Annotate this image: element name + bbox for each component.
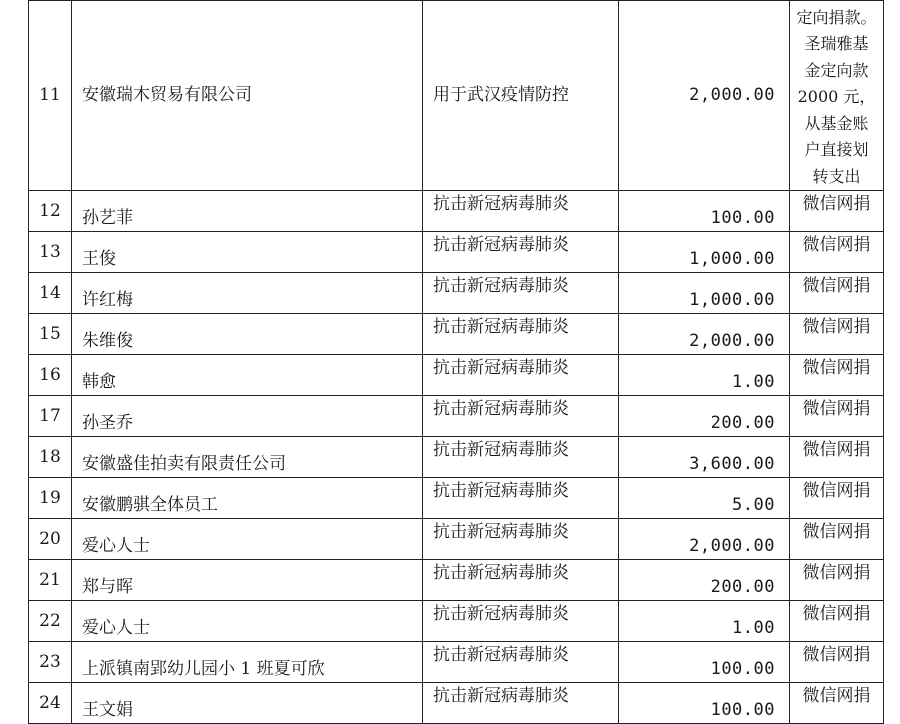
table-row bbox=[29, 191, 884, 232]
donation-note: 微信网捐 bbox=[790, 191, 884, 232]
donation-purpose: 抗击新冠病毒肺炎 bbox=[423, 191, 619, 232]
donor-name: 郑与晖 bbox=[72, 560, 423, 601]
note-line: 从基金账 bbox=[804, 113, 869, 133]
table-row bbox=[29, 478, 884, 519]
donation-note: 微信网捐 bbox=[790, 683, 884, 724]
donation-purpose: 抗击新冠病毒肺炎 bbox=[423, 396, 619, 437]
table-row bbox=[29, 232, 884, 273]
note-line: 户直接划 bbox=[804, 140, 869, 160]
donation-amount: 2,000.00 bbox=[619, 519, 790, 560]
table-row bbox=[29, 683, 884, 724]
donation-purpose: 抗击新冠病毒肺炎 bbox=[423, 314, 619, 355]
donation-purpose: 抗击新冠病毒肺炎 bbox=[423, 232, 619, 273]
donation-note: 微信网捐 bbox=[790, 560, 884, 601]
donation-purpose: 抗击新冠病毒肺炎 bbox=[423, 601, 619, 642]
row-number: 16 bbox=[29, 355, 72, 396]
row-number: 13 bbox=[29, 232, 72, 273]
donation-note: 微信网捐 bbox=[790, 601, 884, 642]
donation-amount: 5.00 bbox=[619, 478, 790, 519]
donation-amount: 1.00 bbox=[619, 601, 790, 642]
donation-note: 微信网捐 bbox=[790, 437, 884, 478]
row-number: 12 bbox=[29, 191, 72, 232]
donation-purpose: 抗击新冠病毒肺炎 bbox=[423, 560, 619, 601]
donor-name: 安徽瑞木贸易有限公司 bbox=[72, 1, 423, 191]
donation-purpose: 用于武汉疫情防控 bbox=[423, 1, 619, 191]
row-number: 24 bbox=[29, 683, 72, 724]
donation-purpose: 抗击新冠病毒肺炎 bbox=[423, 437, 619, 478]
note-line: 转支出 bbox=[812, 166, 861, 186]
donor-name: 王俊 bbox=[72, 232, 423, 273]
table-row bbox=[29, 1, 884, 191]
note-line: 定向捐款。 bbox=[796, 7, 877, 27]
row-number: 18 bbox=[29, 437, 72, 478]
row-number: 19 bbox=[29, 478, 72, 519]
donation-amount: 1.00 bbox=[619, 355, 790, 396]
donation-note: 微信网捐 bbox=[790, 314, 884, 355]
donation-amount: 1,000.00 bbox=[619, 232, 790, 273]
donation-note: 微信网捐 bbox=[790, 396, 884, 437]
table-row bbox=[29, 519, 884, 560]
donor-name: 孙圣乔 bbox=[72, 396, 423, 437]
donation-amount: 200.00 bbox=[619, 396, 790, 437]
note-line: 圣瑞雅基 bbox=[804, 34, 869, 54]
table-row bbox=[29, 601, 884, 642]
donation-purpose: 抗击新冠病毒肺炎 bbox=[423, 642, 619, 683]
donation-purpose: 抗击新冠病毒肺炎 bbox=[423, 355, 619, 396]
donor-name: 王文娟 bbox=[72, 683, 423, 724]
row-number: 15 bbox=[29, 314, 72, 355]
row-number: 23 bbox=[29, 642, 72, 683]
donation-purpose: 抗击新冠病毒肺炎 bbox=[423, 273, 619, 314]
donation-purpose: 抗击新冠病毒肺炎 bbox=[423, 478, 619, 519]
donor-name: 安徽盛佳拍卖有限责任公司 bbox=[72, 437, 423, 478]
row-number: 17 bbox=[29, 396, 72, 437]
donation-amount: 2,000.00 bbox=[619, 314, 790, 355]
row-number: 20 bbox=[29, 519, 72, 560]
donation-amount: 100.00 bbox=[619, 683, 790, 724]
donation-amount: 3,600.00 bbox=[619, 437, 790, 478]
donation-note: 微信网捐 bbox=[790, 355, 884, 396]
donor-name: 许红梅 bbox=[72, 273, 423, 314]
table-row bbox=[29, 437, 884, 478]
donation-amount: 1,000.00 bbox=[619, 273, 790, 314]
donation-note: 微信网捐 bbox=[790, 642, 884, 683]
row-number: 21 bbox=[29, 560, 72, 601]
note-line: 金定向款 bbox=[804, 60, 869, 80]
table-row bbox=[29, 396, 884, 437]
note-line: 2000 元， bbox=[797, 87, 876, 107]
table-row bbox=[29, 355, 884, 396]
donation-note: 微信网捐 bbox=[790, 273, 884, 314]
donation-note: 微信网捐 bbox=[790, 478, 884, 519]
donation-note: 微信网捐 bbox=[790, 519, 884, 560]
row-number: 11 bbox=[29, 1, 72, 191]
table-row bbox=[29, 560, 884, 601]
table-row bbox=[29, 642, 884, 683]
donation-amount: 200.00 bbox=[619, 560, 790, 601]
donor-name: 上派镇南郢幼儿园小 1 班夏可欣 bbox=[72, 642, 423, 683]
donation-amount: 100.00 bbox=[619, 191, 790, 232]
donor-name: 韩愈 bbox=[72, 355, 423, 396]
donation-amount: 100.00 bbox=[619, 642, 790, 683]
donor-name: 孙艺菲 bbox=[72, 191, 423, 232]
table-row bbox=[29, 314, 884, 355]
donation-note: 微信网捐 bbox=[790, 232, 884, 273]
donor-name: 安徽鹏骐全体员工 bbox=[72, 478, 423, 519]
donation-amount: 2,000.00 bbox=[619, 1, 790, 191]
donation-note bbox=[790, 1, 884, 191]
table-row bbox=[29, 273, 884, 314]
row-number: 14 bbox=[29, 273, 72, 314]
donor-name: 爱心人士 bbox=[72, 601, 423, 642]
donation-purpose: 抗击新冠病毒肺炎 bbox=[423, 519, 619, 560]
donation-purpose: 抗击新冠病毒肺炎 bbox=[423, 683, 619, 724]
donor-name: 爱心人士 bbox=[72, 519, 423, 560]
donation-table bbox=[28, 0, 884, 724]
row-number: 22 bbox=[29, 601, 72, 642]
donor-name: 朱维俊 bbox=[72, 314, 423, 355]
